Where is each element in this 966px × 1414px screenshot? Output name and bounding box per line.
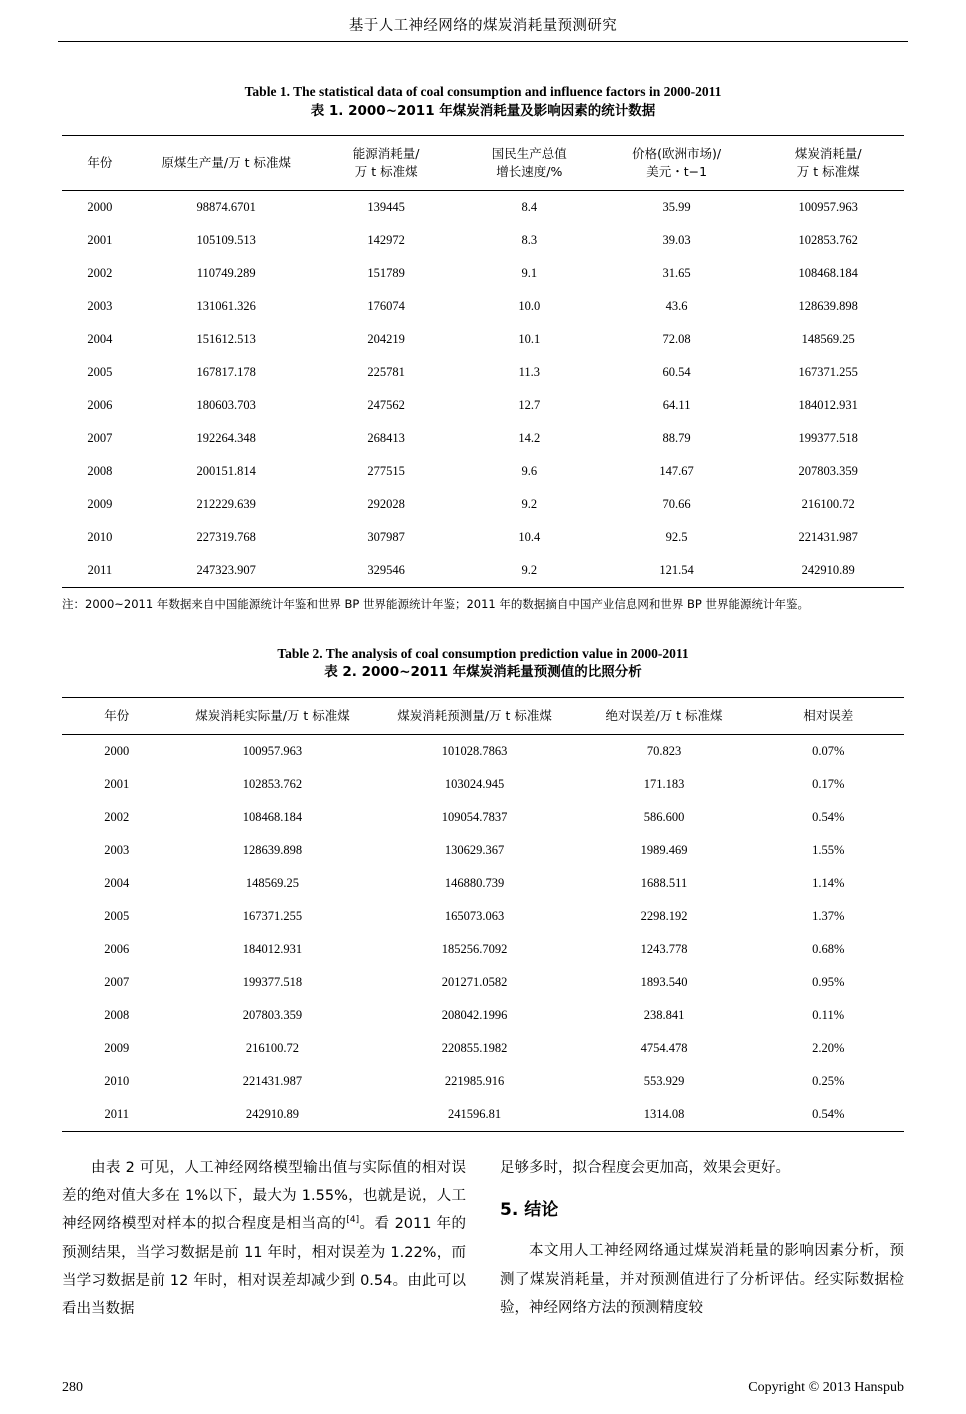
table-cell: 292028 bbox=[367, 497, 405, 512]
table-cell: 12.7 bbox=[518, 398, 541, 413]
table-cell: 2008 bbox=[104, 1007, 130, 1022]
table-row bbox=[62, 191, 904, 225]
table-cell: 247323.907 bbox=[138, 554, 315, 588]
table-cell: 1.14% bbox=[812, 875, 845, 890]
table-cell: 9.2 bbox=[458, 554, 601, 588]
t1-header-cell bbox=[62, 136, 138, 191]
table-cell: 2010 bbox=[87, 530, 113, 545]
table-cell: 307987 bbox=[367, 530, 405, 545]
table-cell: 72.08 bbox=[662, 332, 691, 347]
table-cell: 1.55% bbox=[812, 842, 845, 857]
page-footer bbox=[62, 1380, 904, 1396]
table-cell: 176074 bbox=[367, 299, 405, 314]
table-cell: 180603.703 bbox=[196, 398, 256, 413]
table-row bbox=[62, 488, 904, 521]
table-cell: 151789 bbox=[367, 266, 405, 281]
table-cell: 1243.778 bbox=[640, 941, 688, 956]
table-cell: 2011 bbox=[62, 554, 138, 588]
table-cell: 1314.08 bbox=[576, 1098, 753, 1132]
table-cell: 2.20% bbox=[812, 1040, 845, 1055]
table-cell: 92.5 bbox=[665, 530, 688, 545]
table-cell: 242910.89 bbox=[171, 1098, 373, 1132]
t1-header-cell bbox=[752, 136, 904, 191]
table-cell: 1989.469 bbox=[640, 842, 688, 857]
table-cell: 9.2 bbox=[521, 497, 538, 512]
t1-header-line2: 美元・t−1 bbox=[646, 164, 708, 180]
table1-caption-cn: 表 1. 2000~2011 年煤炭消耗量及影响因素的统计数据 bbox=[310, 102, 656, 119]
table-cell: 130629.367 bbox=[444, 842, 505, 857]
table-cell: 212229.639 bbox=[196, 497, 256, 512]
table-cell: 241596.81 bbox=[374, 1098, 576, 1132]
table-cell: 103024.945 bbox=[444, 776, 505, 791]
table-cell: 1688.511 bbox=[640, 875, 688, 890]
table1-caption-en: Table 1. The statistical data of coal consumption and influence factors in 2000-2011 bbox=[244, 84, 722, 99]
table-row bbox=[62, 867, 904, 900]
table-cell: 8.4 bbox=[521, 200, 538, 215]
t1-header-line2: 万 t 标准煤 bbox=[354, 164, 418, 180]
table-cell: 2298.192 bbox=[640, 908, 688, 923]
table-cell: 2000 bbox=[104, 743, 130, 758]
table-cell: 0.68% bbox=[812, 941, 845, 956]
table-cell: 227319.768 bbox=[196, 530, 256, 545]
table-cell: 208042.1996 bbox=[441, 1007, 508, 1022]
table-cell: 2010 bbox=[104, 1073, 130, 1088]
table-row bbox=[62, 834, 904, 867]
t2-header-cell: 绝对误差/万 t 标准煤 bbox=[576, 697, 753, 734]
table-cell: 221431.987 bbox=[798, 530, 858, 545]
table-cell: 242910.89 bbox=[752, 554, 904, 588]
right-column bbox=[500, 1154, 904, 1324]
table-cell: 14.2 bbox=[518, 431, 541, 446]
table-row bbox=[62, 422, 904, 455]
table-cell: 586.600 bbox=[643, 809, 685, 824]
table-cell: 184012.931 bbox=[242, 941, 303, 956]
table2-caption-en: Table 2. The analysis of coal consumption prediction value in 2000-2011 bbox=[277, 645, 689, 661]
table-cell: 2007 bbox=[87, 431, 113, 446]
paragraph-left-1-cont: 。看 2011 年的预测结果，当学习数据是前 11 年时，相对误差为 1.22%，而当学习数据是前 12 年时，相对误差却减少到 0.54。由此可以看出当数据 bbox=[62, 1216, 467, 1318]
table1-caption bbox=[62, 82, 904, 121]
table-row bbox=[62, 356, 904, 389]
table-cell: 142972 bbox=[367, 233, 405, 248]
table-cell: 2008 bbox=[87, 464, 113, 479]
table-cell: 2000 bbox=[87, 200, 113, 215]
table-cell: 0.95% bbox=[812, 974, 845, 989]
table-row bbox=[62, 257, 904, 290]
table-cell: 329546 bbox=[315, 554, 458, 588]
table-row bbox=[62, 455, 904, 488]
table-cell: 185256.7092 bbox=[441, 941, 508, 956]
table-cell: 553.929 bbox=[643, 1073, 685, 1088]
citation-ref: [4] bbox=[346, 1215, 360, 1226]
table-row bbox=[62, 1032, 904, 1065]
table-cell: 39.03 bbox=[662, 233, 691, 248]
table-1 bbox=[62, 135, 904, 588]
table-cell: 60.54 bbox=[662, 365, 691, 380]
table-cell: 35.99 bbox=[662, 200, 691, 215]
paragraph-left-1-text: 由表 2 可见，人工神经网络模型输出值与实际值的相对误差的绝对值大多在 1%以下，最大为 1.55%，也就是说，人工神经网络模型对样本的拟合程度是相当高的 bbox=[62, 1159, 466, 1233]
table-cell: 100957.963 bbox=[242, 743, 303, 758]
table-cell: 277515 bbox=[367, 464, 405, 479]
table-cell: 0.17% bbox=[812, 776, 845, 791]
table-cell: 216100.72 bbox=[801, 497, 855, 512]
table-cell: 247562 bbox=[367, 398, 405, 413]
table-cell: 220855.1982 bbox=[441, 1040, 508, 1055]
t1-header-line1: 煤炭消耗量/ bbox=[794, 146, 862, 162]
table-cell: 148569.25 bbox=[245, 875, 300, 890]
table-row bbox=[62, 734, 904, 768]
t1-header-line1: 价格(欧洲市场)/ bbox=[632, 146, 722, 162]
table-cell: 2001 bbox=[104, 776, 130, 791]
table-cell: 268413 bbox=[367, 431, 405, 446]
table-cell: 2004 bbox=[87, 332, 113, 347]
table-row bbox=[62, 933, 904, 966]
table-cell: 9.1 bbox=[521, 266, 538, 281]
table-cell: 184012.931 bbox=[798, 398, 858, 413]
table-1-body bbox=[62, 191, 904, 588]
table-cell: 238.841 bbox=[643, 1007, 685, 1022]
copyright-notice: Copyright © 2013 Hanspub bbox=[748, 1380, 904, 1395]
running-head: 基于人工神经网络的煤炭消耗量预测研究 bbox=[58, 14, 908, 42]
table-cell: 2001 bbox=[87, 233, 113, 248]
table-cell: 151612.513 bbox=[196, 332, 256, 347]
table-row bbox=[62, 224, 904, 257]
table-cell: 2002 bbox=[87, 266, 113, 281]
table-cell: 199377.518 bbox=[242, 974, 303, 989]
table-cell: 2005 bbox=[87, 365, 113, 380]
table2-caption bbox=[62, 644, 904, 683]
table-cell: 201271.0582 bbox=[441, 974, 508, 989]
table-cell: 2003 bbox=[104, 842, 130, 857]
table-cell: 207803.359 bbox=[242, 1007, 303, 1022]
table-cell: 2006 bbox=[87, 398, 113, 413]
t2-header-cell: 相对误差 bbox=[752, 697, 904, 734]
table-cell: 108468.184 bbox=[242, 809, 303, 824]
table-cell: 199377.518 bbox=[798, 431, 858, 446]
paragraph-left-1 bbox=[62, 1154, 466, 1324]
page-number: 280 bbox=[62, 1380, 83, 1395]
t1-header-line1: 国民生产总值 bbox=[491, 146, 567, 162]
table-cell: 109054.7837 bbox=[441, 809, 508, 824]
t1-header-cell bbox=[315, 136, 458, 191]
table-cell: 165073.063 bbox=[444, 908, 505, 923]
table-cell: 2006 bbox=[104, 941, 130, 956]
table-cell: 10.0 bbox=[518, 299, 541, 314]
table-row bbox=[62, 966, 904, 999]
table-cell: 0.07% bbox=[812, 743, 845, 758]
table-2-body bbox=[62, 734, 904, 1131]
table-cell: 2004 bbox=[104, 875, 130, 890]
table-cell: 167817.178 bbox=[196, 365, 256, 380]
table-cell: 171.183 bbox=[643, 776, 685, 791]
table-cell: 110749.289 bbox=[196, 266, 256, 281]
body-columns bbox=[62, 1154, 904, 1324]
table-cell: 10.1 bbox=[518, 332, 541, 347]
table-cell: 4754.478 bbox=[640, 1040, 688, 1055]
t2-header-cell: 煤炭消耗预测量/万 t 标准煤 bbox=[374, 697, 576, 734]
table-cell: 105109.513 bbox=[196, 233, 256, 248]
table-cell: 2002 bbox=[104, 809, 130, 824]
table-cell: 147.67 bbox=[659, 464, 694, 479]
table-cell: 0.54% bbox=[812, 809, 845, 824]
table-row bbox=[62, 1098, 904, 1132]
table2-caption-cn: 表 2. 2000~2011 年煤炭消耗量预测值的比照分析 bbox=[324, 664, 642, 681]
table-cell: 2003 bbox=[87, 299, 113, 314]
table-cell: 216100.72 bbox=[245, 1040, 300, 1055]
table-cell: 146880.739 bbox=[444, 875, 505, 890]
section-heading-conclusion: 5. 结论 bbox=[500, 1200, 559, 1221]
table-cell: 108468.184 bbox=[798, 266, 858, 281]
left-column bbox=[62, 1154, 466, 1324]
table-cell: 148569.25 bbox=[801, 332, 855, 347]
paragraph-right-1: 足够多时，拟合程度会更加高，效果会更好。 bbox=[500, 1159, 790, 1176]
table-cell: 225781 bbox=[367, 365, 405, 380]
table-cell: 88.79 bbox=[662, 431, 691, 446]
table-cell: 0.25% bbox=[812, 1073, 845, 1088]
table-row bbox=[62, 389, 904, 422]
table-row bbox=[62, 900, 904, 933]
table-cell: 100957.963 bbox=[798, 200, 858, 215]
table-cell: 1893.540 bbox=[640, 974, 688, 989]
table-cell: 204219 bbox=[367, 332, 405, 347]
table-cell: 0.11% bbox=[812, 1007, 845, 1022]
table-2 bbox=[62, 697, 904, 1132]
table-cell: 1.37% bbox=[812, 908, 845, 923]
table-row bbox=[62, 999, 904, 1032]
table-cell: 2009 bbox=[104, 1040, 130, 1055]
paragraph-right-2: 本文用人工神经网络通过煤炭消耗量的影响因素分析，预测了煤炭消耗量，并对预测值进行了分析评估。经实际数据检验，神经网络方法的预测精度较 bbox=[500, 1243, 904, 1316]
table-cell: 101028.7863 bbox=[441, 743, 508, 758]
table-cell: 221431.987 bbox=[242, 1073, 303, 1088]
table-row bbox=[62, 801, 904, 834]
t1-header-cell bbox=[138, 136, 315, 191]
table-cell: 139445 bbox=[367, 200, 405, 215]
table-cell: 131061.326 bbox=[196, 299, 256, 314]
table-cell: 192264.348 bbox=[196, 431, 256, 446]
table-cell: 9.6 bbox=[521, 464, 538, 479]
table-cell: 207803.359 bbox=[798, 464, 858, 479]
table-cell: 70.823 bbox=[646, 743, 682, 758]
table-row bbox=[62, 554, 904, 588]
table-row bbox=[62, 323, 904, 356]
t1-header-cell bbox=[601, 136, 753, 191]
table-cell: 43.6 bbox=[665, 299, 688, 314]
t2-header-cell: 煤炭消耗实际量/万 t 标准煤 bbox=[171, 697, 373, 734]
table-cell: 8.3 bbox=[521, 233, 538, 248]
table-cell: 128639.898 bbox=[798, 299, 858, 314]
t1-header-line1: 能源消耗量/ bbox=[352, 146, 420, 162]
table-cell: 102853.762 bbox=[242, 776, 303, 791]
table-cell: 10.4 bbox=[518, 530, 541, 545]
table-cell: 2011 bbox=[62, 1098, 171, 1132]
table-cell: 221985.916 bbox=[444, 1073, 505, 1088]
table-cell: 167371.255 bbox=[242, 908, 303, 923]
t1-header-line2: 万 t 标准煤 bbox=[796, 164, 860, 180]
table-cell: 167371.255 bbox=[798, 365, 858, 380]
table-row bbox=[62, 768, 904, 801]
table-cell: 128639.898 bbox=[242, 842, 303, 857]
table-row bbox=[62, 521, 904, 554]
table-cell: 121.54 bbox=[601, 554, 753, 588]
table-cell: 98874.6701 bbox=[196, 200, 256, 215]
table-cell: 2005 bbox=[104, 908, 130, 923]
table-cell: 102853.762 bbox=[798, 233, 858, 248]
table-cell: 2007 bbox=[104, 974, 130, 989]
t1-header-line2: 增长速度/% bbox=[496, 164, 563, 180]
table-row bbox=[62, 1065, 904, 1098]
table-cell: 11.3 bbox=[518, 365, 540, 380]
table-cell: 64.11 bbox=[662, 398, 691, 413]
table-cell: 2009 bbox=[87, 497, 113, 512]
table-cell: 31.65 bbox=[662, 266, 691, 281]
table-cell: 0.54% bbox=[752, 1098, 904, 1132]
t1-header-cell bbox=[458, 136, 601, 191]
table-cell: 70.66 bbox=[662, 497, 691, 512]
t1-header-line1: 年份 bbox=[87, 155, 113, 171]
t2-header-cell: 年份 bbox=[62, 697, 171, 734]
table-row bbox=[62, 290, 904, 323]
table-cell: 200151.814 bbox=[196, 464, 256, 479]
t1-header-line1: 原煤生产量/万 t 标准煤 bbox=[161, 155, 291, 171]
table1-note: 注：2000~2011 年数据来自中国能源统计年鉴和世界 BP 世界能源统计年鉴；2011 年的数据摘自中国产业信息网和世界 BP 世界能源统计年鉴。 bbox=[62, 597, 810, 612]
